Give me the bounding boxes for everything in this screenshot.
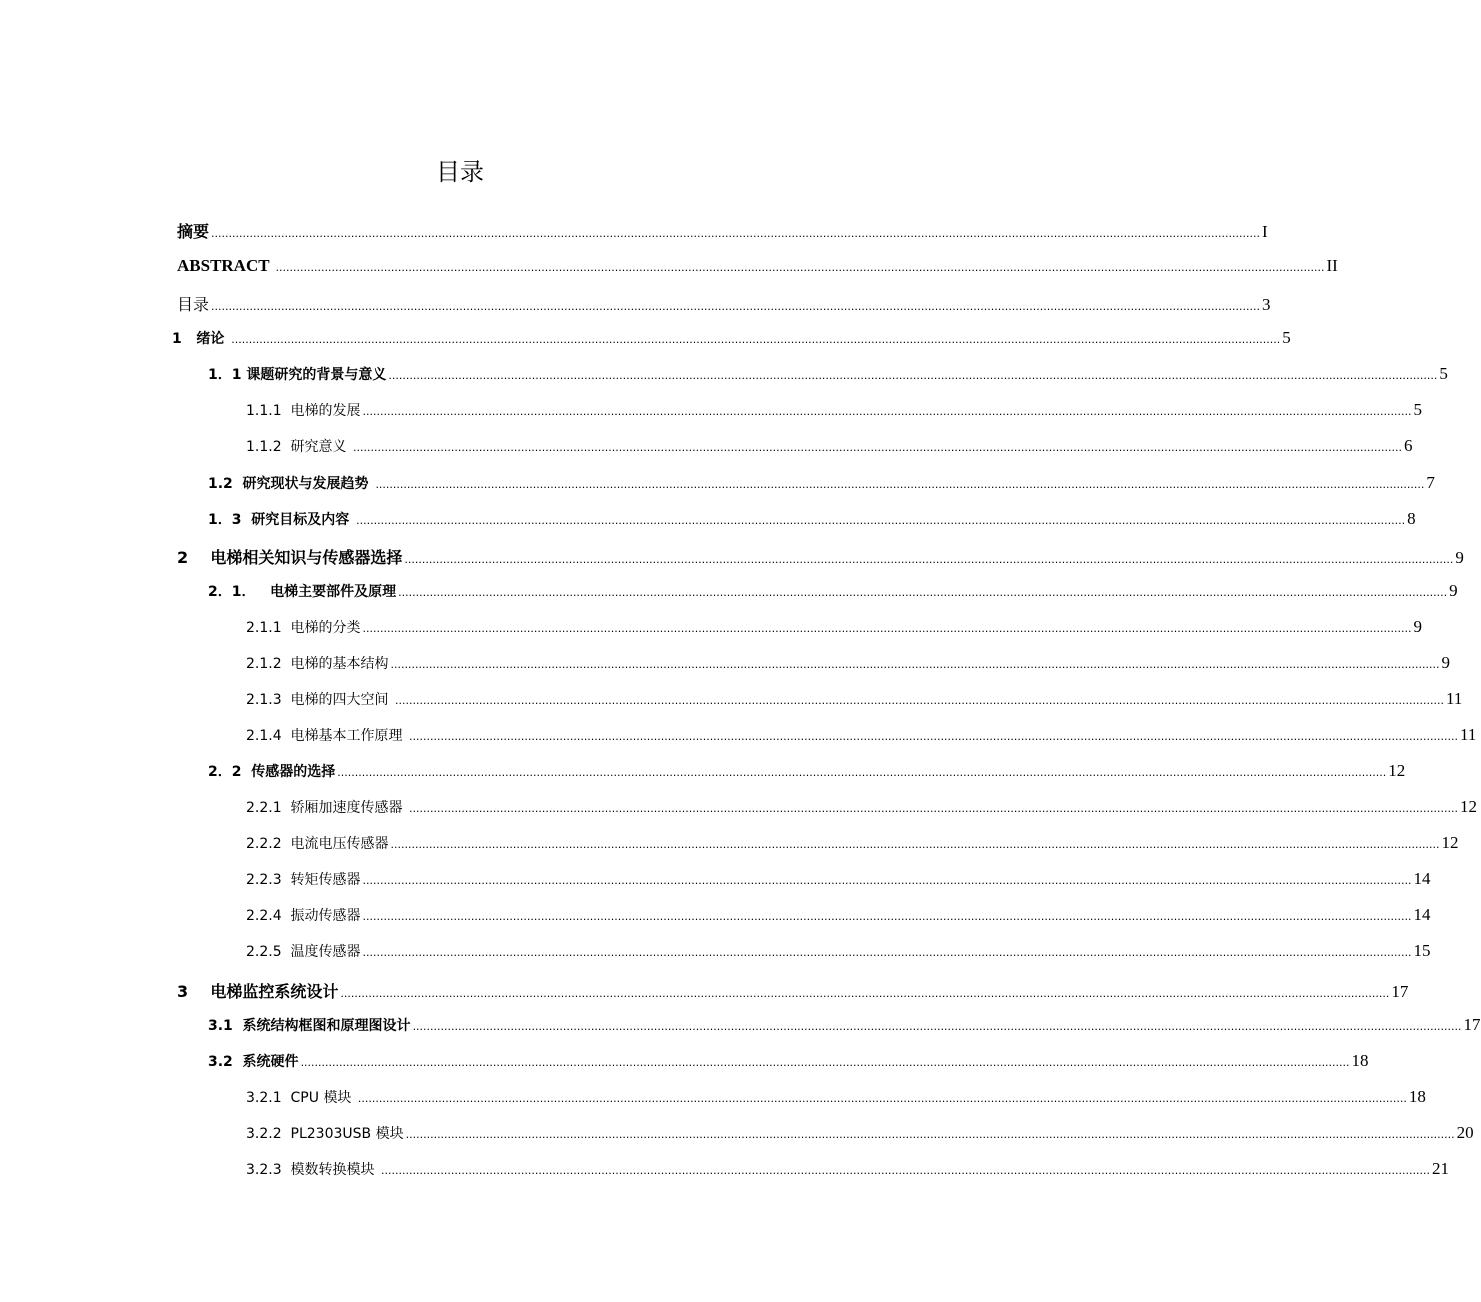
toc-leader: ............................................................................................................................................................................................................................................................................................................ <box>408 730 1458 743</box>
toc-entry-page: I <box>1262 222 1268 241</box>
toc-entry[interactable] <box>246 400 1423 422</box>
toc-entry-label: 1.2 研究现状与发展趋势 <box>208 476 374 492</box>
toc-entry-page: 8 <box>1407 509 1416 528</box>
toc-leader: ............................................................................................................................................................................................................................................................................................................ <box>390 658 1440 671</box>
toc-entry[interactable] <box>246 797 1477 819</box>
toc-leader: ............................................................................................................................................................................................................................................................................................................ <box>275 261 1325 274</box>
toc-entry-label: 3 电梯监控系统设计 <box>177 982 339 1001</box>
toc-entry-page: 17 <box>1391 982 1409 1001</box>
toc-entry-label: 3.2 系统硬件 <box>208 1054 299 1070</box>
toc-leader: ............................................................................................................................................................................................................................................................................................................ <box>404 553 1454 566</box>
toc-entry[interactable] <box>246 617 1423 639</box>
toc-entry[interactable] <box>246 941 1431 963</box>
toc-entry-label: 2.2.3 转矩传感器 <box>246 872 361 888</box>
toc-leader: ............................................................................................................................................................................................................................................................................................................ <box>405 1128 1455 1141</box>
toc-leader: ............................................................................................................................................................................................................................................................................................................ <box>211 300 1260 313</box>
toc-entry-label: 3.2.2 PL2303USB 模块 <box>246 1126 404 1142</box>
toc-entry-label: 目录 <box>177 295 210 314</box>
toc-entry-label: 3.2.3 模数转换模块 <box>246 1162 379 1178</box>
toc-entry-label: 2.1.1 电梯的分类 <box>246 620 361 636</box>
toc-entry-label: ABSTRACT <box>177 256 274 275</box>
toc-leader: ............................................................................................................................................................................................................................................................................................................ <box>394 694 1444 707</box>
toc-entry-page: 21 <box>1431 1159 1449 1178</box>
toc-entry[interactable] <box>208 473 1435 495</box>
toc-entry-label: 2．1． 电梯主要部件及原理 <box>208 584 397 600</box>
toc-entry-page: 9 <box>1449 581 1458 600</box>
toc-entry[interactable] <box>246 1123 1474 1145</box>
toc-entry[interactable] <box>208 761 1406 783</box>
toc-entry-page: 12 <box>1441 833 1459 852</box>
toc-leader: ............................................................................................................................................................................................................................................................................................................ <box>362 874 1412 887</box>
toc-leader: ............................................................................................................................................................................................................................................................................................................ <box>231 333 1281 346</box>
toc-entry[interactable] <box>177 979 1409 1001</box>
toc-leader: ............................................................................................................................................................................................................................................................................................................ <box>211 227 1260 240</box>
toc-entry-page: 12 <box>1388 761 1406 780</box>
toc-leader: ............................................................................................................................................................................................................................................................................................................ <box>408 802 1458 815</box>
toc-entry-label: 2.1.2 电梯的基本结构 <box>246 656 389 672</box>
toc-entry-label: 1．1 课题研究的背景与意义 <box>208 367 387 383</box>
toc-leader: ............................................................................................................................................................................................................................................................................................................ <box>300 1056 1350 1069</box>
toc-entry-label: 3.2.1 CPU 模块 <box>246 1090 356 1106</box>
toc-entry-label: 3.1 系统结构框图和原理图设计 <box>208 1018 411 1034</box>
toc-entry[interactable] <box>208 509 1416 531</box>
toc-entry-label: 1.1.2 研究意义 <box>246 439 351 455</box>
toc-entry-page: 18 <box>1408 1087 1426 1106</box>
toc-entry[interactable] <box>246 833 1459 855</box>
toc-entry-page: 17 <box>1463 1015 1481 1034</box>
toc-entry-label: 摘要 <box>177 222 210 241</box>
toc-leader: ............................................................................................................................................................................................................................................................................................................ <box>356 514 1406 527</box>
toc-entry-label: 2．2 传感器的选择 <box>208 764 336 780</box>
toc-entry[interactable] <box>246 725 1477 747</box>
toc-leader: ............................................................................................................................................................................................................................................................................................................ <box>390 838 1440 851</box>
toc-entry[interactable] <box>246 689 1463 711</box>
page-title: 目录 <box>436 158 484 186</box>
toc-entry-page: 14 <box>1413 869 1431 888</box>
toc-entry-page: 5 <box>1439 364 1448 383</box>
toc-leader: ............................................................................................................................................................................................................................................................................................................ <box>340 987 1390 1000</box>
toc-entry-label: 2.1.3 电梯的四大空间 <box>246 692 393 708</box>
toc-entry-label: 1 绪论 <box>172 331 230 347</box>
toc-entry[interactable] <box>246 1087 1426 1109</box>
toc-entry[interactable] <box>177 545 1464 567</box>
toc-entry[interactable] <box>177 292 1271 314</box>
toc-entry-label: 1.1.1 电梯的发展 <box>246 403 361 419</box>
toc-entry[interactable] <box>172 328 1291 350</box>
toc-entry[interactable] <box>208 364 1448 386</box>
toc-entry-label: 2 电梯相关知识与传感器选择 <box>177 548 403 567</box>
toc-leader: ............................................................................................................................................................................................................................................................................................................ <box>337 766 1387 779</box>
toc-entry-page: 11 <box>1445 689 1463 708</box>
toc-entry-page: 9 <box>1413 617 1423 636</box>
toc-entry[interactable] <box>246 1159 1449 1181</box>
toc-entry-page: 9 <box>1455 548 1464 567</box>
toc-entry[interactable] <box>246 436 1413 458</box>
toc-entry-label: 2.1.4 电梯基本工作原理 <box>246 728 407 744</box>
toc-leader: ............................................................................................................................................................................................................................................................................................................ <box>375 478 1425 491</box>
toc-entry[interactable] <box>246 869 1431 891</box>
toc-entry-label: 2.2.2 电流电压传感器 <box>246 836 389 852</box>
toc-entry-page: 5 <box>1282 328 1291 347</box>
toc-entry-page: 20 <box>1456 1123 1474 1142</box>
toc-entry-page: 5 <box>1413 400 1423 419</box>
toc-leader: ............................................................................................................................................................................................................................................................................................................ <box>380 1164 1430 1177</box>
toc-leader: ............................................................................................................................................................................................................................................................................................................ <box>362 946 1412 959</box>
toc-entry[interactable] <box>177 219 1268 241</box>
toc-entry-page: II <box>1326 256 1338 275</box>
toc-entry[interactable] <box>246 653 1451 675</box>
toc-leader: ............................................................................................................................................................................................................................................................................................................ <box>357 1092 1407 1105</box>
toc-entry-page: 14 <box>1413 905 1431 924</box>
toc-entry-label: 2.2.1 轿厢加速度传感器 <box>246 800 407 816</box>
toc-leader: ............................................................................................................................................................................................................................................................................................................ <box>412 1020 1462 1033</box>
toc-entry-page: 12 <box>1459 797 1477 816</box>
toc-entry-page: 9 <box>1441 653 1451 672</box>
toc-leader: ............................................................................................................................................................................................................................................................................................................ <box>362 622 1412 635</box>
toc-entry-page: 6 <box>1403 436 1413 455</box>
toc-entry-page: 3 <box>1262 295 1271 314</box>
toc-entry[interactable] <box>208 581 1458 603</box>
toc-entry[interactable] <box>208 1051 1369 1073</box>
toc-entry-page: 18 <box>1351 1051 1369 1070</box>
toc-leader: ............................................................................................................................................................................................................................................................................................................ <box>362 405 1412 418</box>
toc-leader: ............................................................................................................................................................................................................................................................................................................ <box>362 910 1412 923</box>
toc-leader: ............................................................................................................................................................................................................................................................................................................ <box>388 369 1438 382</box>
toc-entry[interactable] <box>246 905 1431 927</box>
toc-entry-label: 2.2.5 温度传感器 <box>246 944 361 960</box>
toc-entry-page: 7 <box>1426 473 1435 492</box>
toc-entry-label: 2.2.4 振动传感器 <box>246 908 361 924</box>
toc-entry-page: 15 <box>1413 941 1431 960</box>
toc-leader: ............................................................................................................................................................................................................................................................................................................ <box>398 586 1448 599</box>
toc-entry[interactable] <box>208 1015 1481 1037</box>
toc-entry-page: 11 <box>1459 725 1477 744</box>
toc-leader: ............................................................................................................................................................................................................................................................................................................ <box>352 441 1402 454</box>
toc-entry-label: 1．3 研究目标及内容 <box>208 512 355 528</box>
toc-entry[interactable] <box>177 256 1338 278</box>
